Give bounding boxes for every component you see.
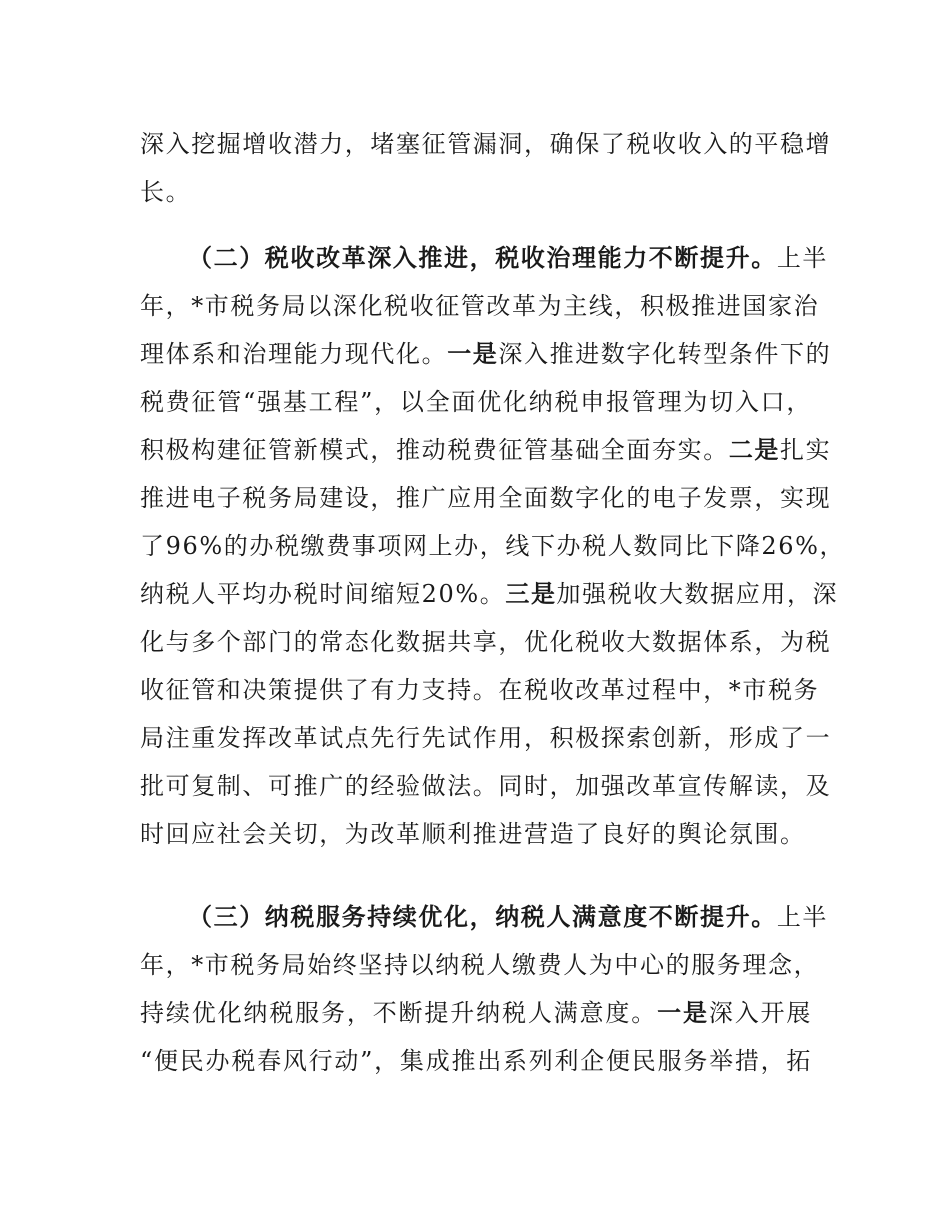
text-line: 批可复制、可推广的经验做法。同时，加强改革宣传解读，及 — [140, 772, 832, 800]
point-one-label: 一是 — [447, 340, 499, 368]
text-line: 局注重发挥改革试点先行先试作用，积极探索创新，形成了一 — [140, 724, 832, 752]
text-line: 了96%的办税缴费事项网上办，线下办税人数同比下降26%， — [140, 532, 846, 560]
text-line: “便民办税春风行动”，集成推出系列利企便民服务举措，拓 — [140, 1047, 812, 1075]
text-line — [140, 234, 829, 282]
text-line: 化与多个部门的常态化数据共享，优化税收大数据体系，为税 — [140, 628, 832, 656]
text-line: 税费征管“强基工程”，以全面优化纳税申报管理为切入口， — [140, 388, 812, 416]
text-run: 扎实 — [780, 436, 832, 464]
section-three-heading: （三）纳税服务持续优化，纳税人满意度不断提升。 — [188, 903, 777, 931]
text-line — [140, 989, 812, 1037]
text-run: 深入开展 — [708, 999, 813, 1027]
text-line: 时回应社会关切，为改革顺利推进营造了良好的舆论氛围。 — [140, 820, 806, 848]
text-run: 持续优化纳税服务，不断提升纳税人满意度。 — [140, 999, 658, 1027]
point-three-label: 三是 — [505, 580, 557, 608]
text-run: 上半 — [776, 903, 829, 931]
paragraph-continuation — [140, 120, 832, 216]
section-two-paragraph — [140, 234, 846, 858]
text-line: 推进电子税务局建设，推广应用全面数字化的电子发票，实现 — [140, 484, 832, 512]
text-run: 上半 — [776, 244, 829, 272]
text-line: 年，*市税务局始终坚持以纳税人缴费人为中心的服务理念， — [140, 951, 820, 979]
point-two-label: 二是 — [728, 436, 781, 464]
text-run: 积极构建征管新模式，推动税费征管基础全面夯实。 — [140, 436, 729, 464]
text-run: 加强税收大数据应用，深 — [556, 580, 839, 608]
text-line: 长。 — [140, 178, 192, 206]
text-line: 深入挖掘增收潜力，堵塞征管漏洞，确保了税收收入的平稳增 — [140, 130, 832, 158]
section-two-heading: （二）税收改革深入推进，税收治理能力不断提升。 — [188, 244, 777, 272]
text-line: 年，*市税务局以深化税收征管改革为主线，积极推进国家治 — [140, 292, 820, 320]
text-run: 理体系和治理能力现代化。 — [140, 340, 448, 368]
text-run: 深入推进数字化转型条件下的 — [498, 340, 832, 368]
section-three-paragraph — [140, 893, 829, 1085]
point-one-label: 一是 — [657, 999, 709, 1027]
text-line: 收征管和决策提供了有力支持。在税收改革过程中，*市税务 — [140, 676, 820, 704]
text-line — [140, 893, 829, 941]
text-line — [140, 570, 839, 618]
text-line — [140, 426, 832, 474]
text-line — [140, 330, 832, 378]
text-run: 纳税人平均办税时间缩短20%。 — [140, 580, 506, 608]
